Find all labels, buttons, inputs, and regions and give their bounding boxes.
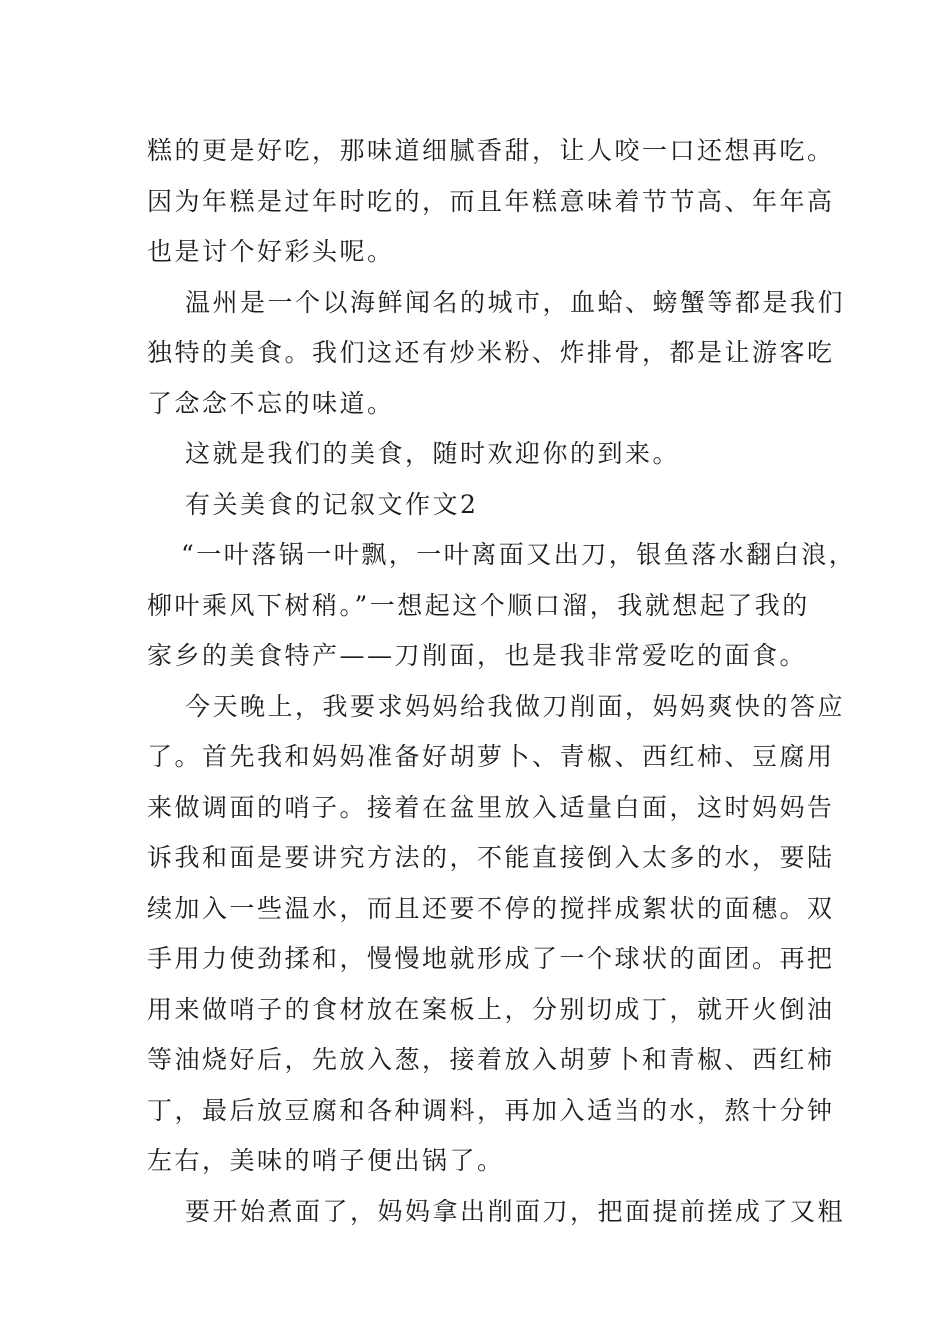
paragraph-start-line: 今天晚上，我要求妈妈给我做刀削面，妈妈爽快的答应	[185, 691, 846, 721]
text-line: 因为年糕是过年时吃的，而且年糕意味着节节高、年年高	[147, 186, 835, 216]
text-line: 家乡的美食特产——刀削面，也是我非常爱吃的面食。	[147, 641, 808, 670]
paragraph-start-line: “一叶落锅一叶飘，一叶离面又出刀，银鱼落水翻白浪，	[181, 540, 857, 569]
document-body	[147, 126, 857, 1237]
text-line: 了念念不忘的味道。	[147, 388, 395, 418]
text-line: 来做调面的哨子。接着在盆里放入适量白面，这时妈妈告	[147, 792, 835, 822]
text-line: 用来做哨子的食材放在案板上，分别切成丁，就开火倒油	[147, 994, 835, 1024]
text-line: 丁，最后放豆腐和各种调料，再加入适当的水，熬十分钟	[147, 1095, 835, 1125]
text-line: 续加入一些温水，而且还要不停的搅拌成絮状的面穗。双	[147, 893, 835, 923]
text-line: 手用力使劲揉和，慢慢地就形成了一个球状的面团。再把	[147, 944, 835, 973]
section-heading: 有关美食的记叙文作文2	[185, 489, 479, 519]
text-line: 左右，美味的哨子便出锅了。	[147, 1146, 505, 1175]
text-line: 柳叶乘风下树稍。”一想起这个顺口溜，我就想起了我的	[147, 590, 810, 620]
text-line: 糕的更是好吃，那味道细腻香甜，让人咬一口还想再吃。	[147, 136, 835, 165]
text-line: 了。首先我和妈妈准备好胡萝卜、青椒、西红柿、豆腐用	[147, 742, 835, 771]
paragraph-start-line: 这就是我们的美食，随时欢迎你的到来。	[185, 439, 681, 468]
text-line: 独特的美食。我们这还有炒米粉、炸排骨，都是让游客吃	[147, 338, 835, 367]
paragraph-start-line: 要开始煮面了，妈妈拿出削面刀，把面提前搓成了又粗	[185, 1196, 846, 1226]
text-line: 诉我和面是要讲究方法的，不能直接倒入太多的水，要陆	[147, 843, 835, 872]
text-line: 等油烧好后，先放入葱，接着放入胡萝卜和青椒、西红柿	[147, 1045, 835, 1074]
paragraph-start-line: 温州是一个以海鲜闻名的城市，血蛤、螃蟹等都是我们	[185, 287, 846, 317]
text-line: 也是讨个好彩头呢。	[147, 237, 395, 266]
